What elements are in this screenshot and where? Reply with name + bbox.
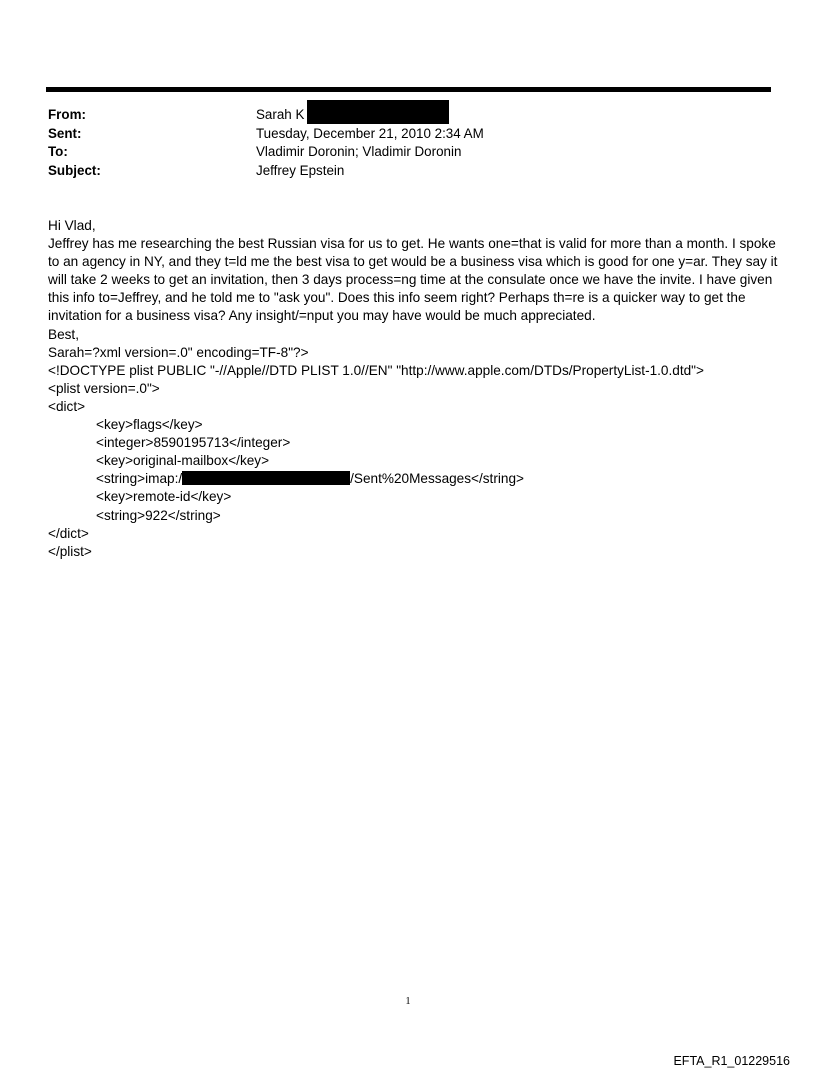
plist-line: <integer>8590195713</integer> — [96, 435, 291, 451]
email-header — [48, 106, 484, 180]
body-line: <!DOCTYPE plist PUBLIC "-//Apple//DTD PLIST 1.0//EN" "http://www.apple.com/DTDs/PropertyList-1.0.dtd"> — [48, 362, 704, 378]
sent-label: Sent: — [48, 125, 82, 141]
body-line: Hi Vlad, — [48, 218, 96, 233]
plist-line: <string>922</string> — [96, 507, 221, 523]
plist-line — [48, 470, 776, 488]
redaction-block — [307, 100, 449, 124]
body-line: this info to=Jeffrey, and he told me to "ask you". Does this info seem right? Perhaps th=re is a quicker way to get the — [48, 290, 746, 306]
plist-line: <key>remote-id</key> — [96, 489, 232, 505]
body-line: Best, — [48, 326, 79, 342]
from-row — [48, 106, 484, 125]
page-number: 1 — [405, 996, 411, 1007]
body-line: </plist> — [48, 543, 92, 559]
imap-suffix: /Sent%20Messages</string> — [350, 471, 524, 487]
to-value: Vladimir Doronin; Vladimir Doronin — [256, 144, 462, 159]
subject-row — [48, 162, 484, 181]
subject-value: Jeffrey Epstein — [256, 162, 345, 178]
to-row — [48, 143, 484, 162]
redaction-block — [182, 471, 350, 485]
body-line: </dict> — [48, 525, 89, 541]
body-line: <dict> — [48, 398, 86, 414]
body-line: to an agency in NY, and they t=ld me the best visa to get would be a business visa which is good for one y=ar. They say it — [48, 254, 778, 270]
document-id-stamp: EFTA_R1_01229516 — [673, 1054, 790, 1068]
body-line: Sarah=?xml version=.0" encoding=TF-8"?> — [48, 344, 309, 360]
from-value: Sarah K — [256, 107, 305, 122]
subject-label: Subject: — [48, 162, 101, 178]
imap-prefix: <string>imap:/ — [96, 471, 183, 487]
body-line: invitation for a business visa? Any insight/=nput you may have would be much appreciated. — [48, 308, 596, 324]
plist-line: <key>flags</key> — [96, 417, 203, 433]
sent-row — [48, 125, 484, 144]
sent-value: Tuesday, December 21, 2010 2:34 AM — [256, 125, 484, 141]
from-label: From: — [48, 107, 86, 122]
body-line: <plist version=.0"> — [48, 380, 160, 396]
body-line: will take 2 weeks to get an invitation, then 3 days process=ng time at the consulate once we have the invite. I have given — [48, 272, 773, 288]
email-body — [48, 217, 776, 561]
to-label: To: — [48, 144, 68, 159]
body-line: Jeffrey has me researching the best Russian visa for us to get. He wants one=that is valid for more than a month. I spoke — [48, 236, 776, 252]
plist-line: <key>original-mailbox</key> — [96, 453, 270, 469]
top-rule — [46, 87, 771, 92]
